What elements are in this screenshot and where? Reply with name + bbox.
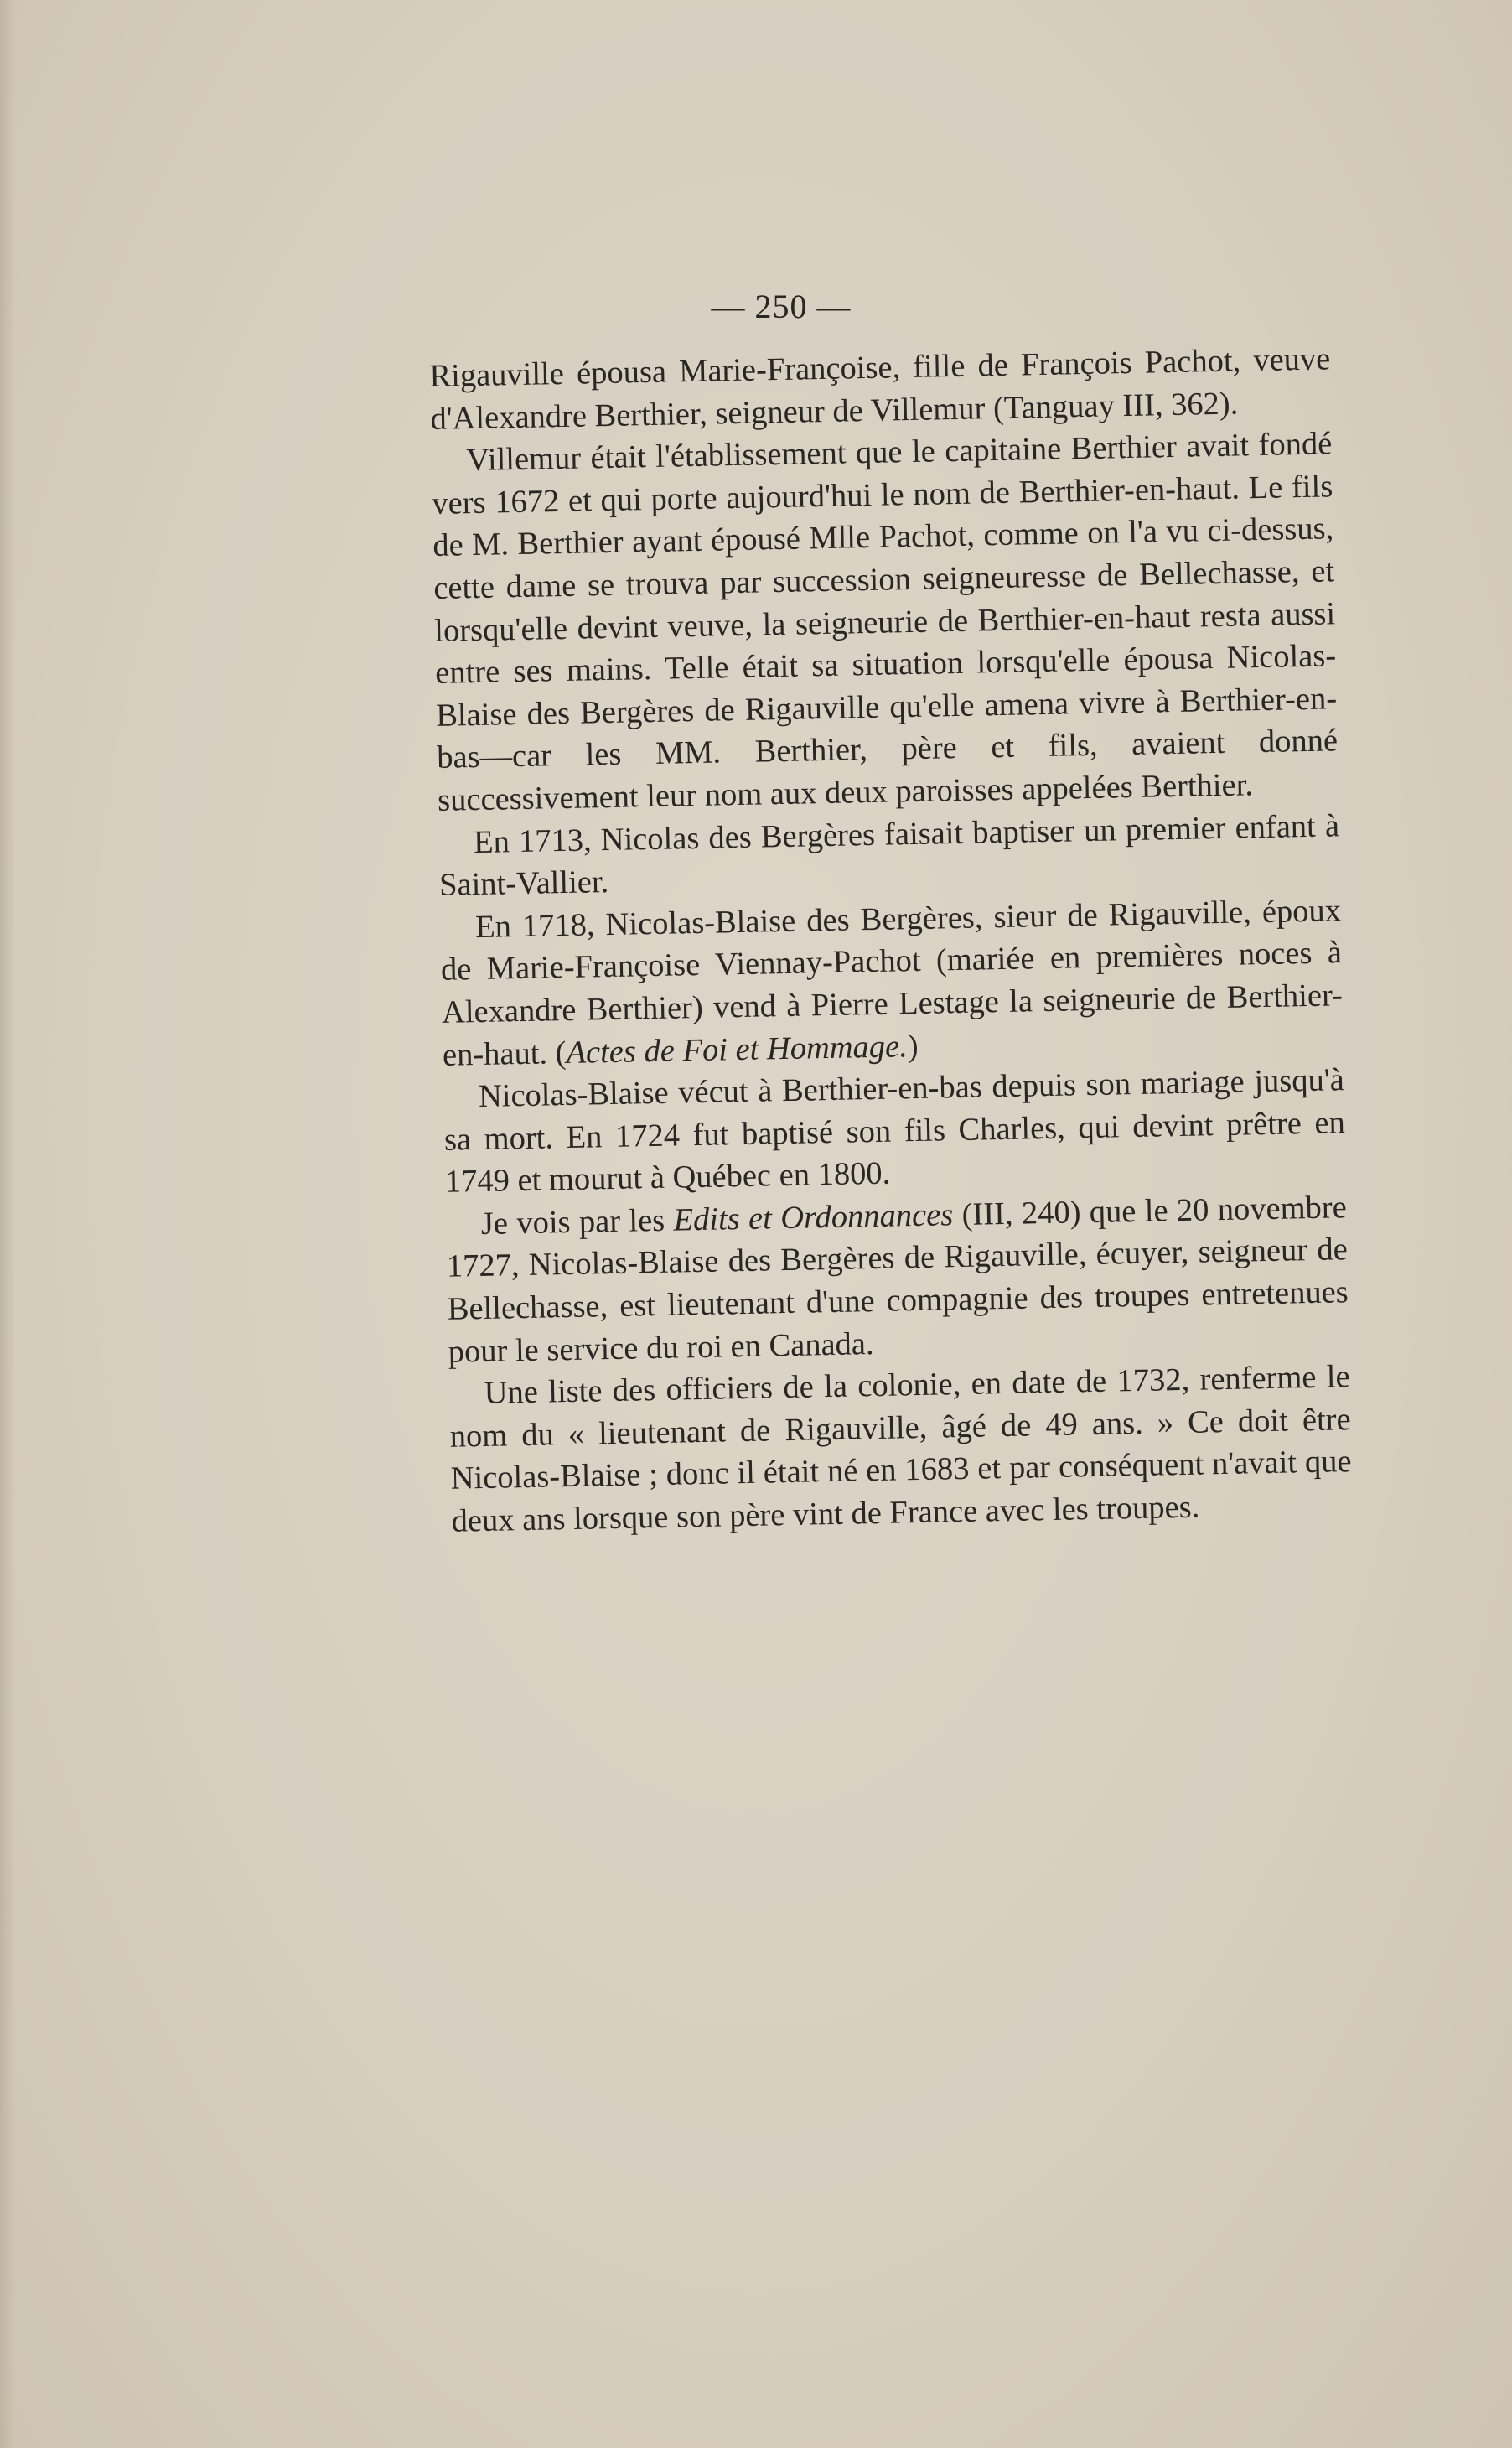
page-number-text: — 250 — — [711, 288, 852, 325]
paragraph-text: ) — [907, 1028, 919, 1064]
citation-title: Actes de Foi et Hommage. — [566, 1028, 909, 1071]
paragraph — [440, 889, 1344, 1076]
body-text — [429, 338, 1353, 1543]
paragraph — [445, 1186, 1349, 1373]
citation-title: Edits et Ordonnances — [673, 1197, 954, 1238]
paragraph: Villemur était l'établissement que le capitaine Berthier avait fondé vers 1672 et qui porte aujourd'hui le nom de Berthier-en-haut. Le fils de M. Berthier ayant épousé Mlle Pachot, comme on l'a vu ci-dessus, cette dame se trouva par succession seigneuresse de Bellechasse, et lorsqu'elle devint veuve, la seigneurie de Berthier-en-haut resta aussi entre ses mains. Telle était sa situation lorsqu'elle épousa Nicolas-Blaise des Bergères de Rigauville qu'elle amena vivre à Berthier-en-bas—car les MM. Berthier, père et fils, avaient donné successivement leur nom aux deux paroisses appelées Berthier. — [431, 426, 1339, 818]
paragraph: Une liste des officiers de la colonie, en date de 1732, renferme le nom du « lieutenant de Rigauville, âgé de 49 ans. » Ce doit être Nicolas-Blaise ; donc il était né en 1683 et par conséquent n'avait que deux ans lorsque son père vint de France avec les troupes. — [449, 1359, 1352, 1539]
page-edge-shadow — [0, 0, 15, 2448]
page-number — [0, 287, 1512, 326]
paragraph-text: (III, 240) que le 20 novembre 1727, Nicolas-Blaise des Bergères de Rigauville, écuyer, seigneur de Bellechasse, est lieutenant d'une compagnie des troupes entretenues pour le service du roi en Canada. — [446, 1190, 1349, 1370]
paragraph: En 1713, Nicolas des Bergères faisait baptiser un premier enfant à Saint-Vallier. — [438, 807, 1340, 904]
paragraph: Nicolas-Blaise vécut à Berthier-en-bas depuis son mariage jusqu'à sa mort. En 1724 fut baptisé son fils Charles, qui devint prêtre en 1749 et mourut à Québec en 1800. — [443, 1062, 1346, 1201]
paragraph-text: Je vois par les — [480, 1202, 674, 1242]
paragraph: Rigauville épousa Marie-Françoise, fille de François Pachot, veuve d'Alexandre Berthier, seigneur de Villemur (Tanguay III, 362). — [429, 341, 1331, 437]
paragraph-text: En 1718, Nicolas-Blaise des Bergères, sieur de Rigauville, époux de Marie-Françoise Viennay-Pachot (mariée en premières noces à Alexandre Berthier) vend à Pierre Lestage la seigneurie de Berthier-en-haut. ( — [440, 892, 1344, 1073]
